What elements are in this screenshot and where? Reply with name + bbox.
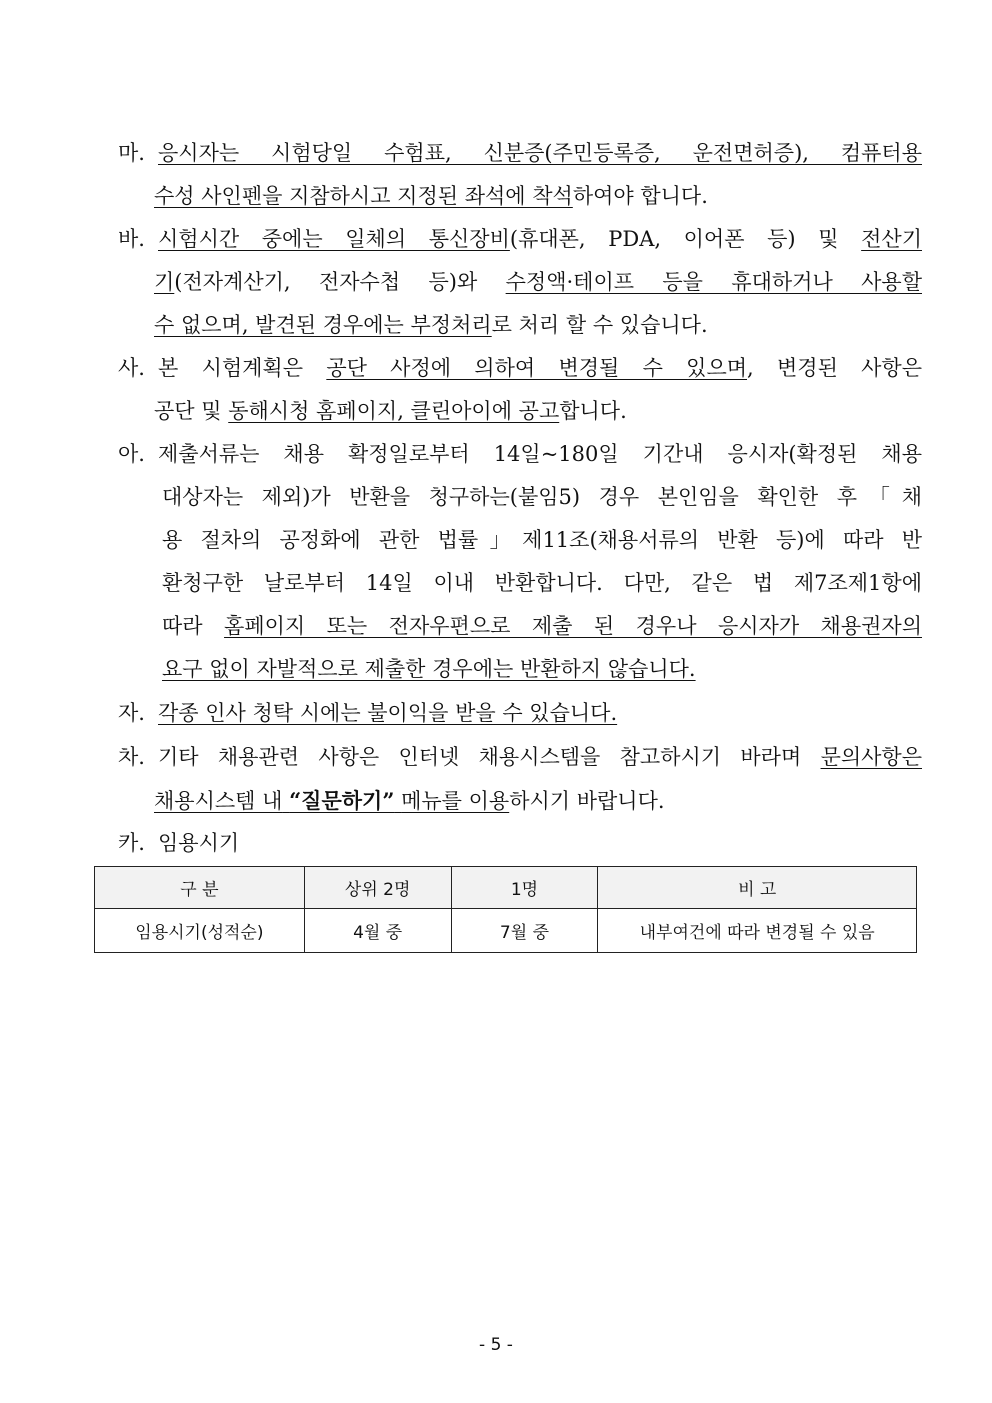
item-ma-text-1: 응시자는 시험당일 수험표, 신분증(주민등록증, 운전면허증), 컴퓨터용 (158, 141, 922, 165)
item-cha-line2 (118, 779, 922, 822)
item-cha-text-2c: 메뉴를 이용 (401, 789, 510, 813)
item-ba-text-1b: (휴대폰, PDA, 이어폰 등) 및 (509, 227, 839, 251)
item-cha-text-1a: 기타 채용관련 사항은 인터넷 채용시스템을 참고하시기 바라며 (158, 745, 802, 769)
table-header-row (95, 867, 917, 909)
page-number: - 5 - (479, 1335, 513, 1355)
table-cell: 7월 중 (451, 909, 598, 953)
table-cell: 임용시기(성적순) (95, 909, 305, 953)
table-header-cell: 구 분 (95, 867, 305, 909)
item-ba-text-3a: 수 없으며, 발견된 경우에는 부정처리 (154, 313, 492, 337)
item-ja-text-1: 각종 인사 청탁 시에는 불이익을 받을 수 있습니다. (158, 701, 618, 725)
item-sa-text-1b: 공단 사정에 의하여 변경될 수 있으며 (326, 356, 748, 380)
item-ja (118, 692, 922, 735)
item-ma-line1 (118, 132, 922, 175)
item-sa-text-2b: 동해시청 홈페이지, 클린아이에 공고 (228, 399, 560, 423)
item-cha-text-2b: “질문하기” (289, 788, 395, 813)
item-ba-line1 (118, 218, 922, 261)
item-a-line4: 환청구한 날로부터 14일 이내 반환합니다. 다만, 같은 법 제7조제1항에 (162, 571, 922, 595)
item-marker: 마. (118, 141, 145, 165)
table-cell: 내부여건에 따라 변경될 수 있음 (598, 909, 917, 953)
item-ba-text-2b: (전자계산기, 전자수첩 등)와 (174, 270, 478, 294)
item-cha-text-2a: 채용시스템 내 (154, 789, 283, 813)
item-ka-text-1: 임용시기 (158, 831, 240, 855)
item-marker: 카. (118, 831, 145, 855)
item-marker: 아. (118, 442, 145, 466)
item-sa-line2 (118, 390, 922, 433)
item-ba-line2 (118, 261, 922, 304)
item-ma-text-2b: 하여야 합니다. (572, 184, 708, 208)
item-a-line6 (118, 648, 922, 691)
table-header-cell: 상위 2명 (304, 867, 451, 909)
item-a-line3: 용 절차의 공정화에 관한 법률」제11조(채용서류의 반환 등)에 따라 반 (162, 528, 922, 552)
item-a-line1 (118, 433, 922, 476)
table-header-cell: 1명 (451, 867, 598, 909)
appointment-schedule-table (94, 866, 917, 953)
item-ba-text-1a: 시험시간 중에는 일체의 통신장비 (158, 227, 510, 251)
item-ba-text-2a: 기 (154, 270, 175, 294)
item-ma (118, 132, 922, 218)
item-a-line2: 대상자는 제외)가 반환을 청구하는(붙임5) 경우 본인임을 확인한 후「채 (162, 485, 922, 509)
item-sa-text-2a: 공단 및 (154, 399, 222, 423)
item-a-text-1: 제출서류는 채용 확정일로부터 14일~180일 기간내 응시자(확정된 채용 (158, 442, 922, 466)
table-cell: 4월 중 (304, 909, 451, 953)
item-cha (118, 736, 922, 822)
item-marker: 자. (118, 701, 145, 725)
item-ma-line2 (118, 175, 922, 218)
item-marker: 바. (118, 227, 145, 251)
item-ma-text-2a: 수성 사인펜을 지참하시고 지정된 좌석에 착석 (154, 184, 573, 208)
item-cha-text-2d: 하시기 바랍니다. (509, 789, 665, 813)
table-row (95, 909, 917, 953)
item-ka-line1 (118, 822, 922, 865)
item-ba-text-3b: 로 처리 할 수 있습니다. (491, 313, 708, 337)
item-ka (118, 822, 922, 865)
item-sa-text-2c: 합니다. (559, 399, 627, 423)
item-sa-text-1c: , 변경된 사항은 (747, 356, 922, 380)
item-ba (118, 218, 922, 347)
item-cha-line1 (118, 736, 922, 779)
item-cha-text-1b: 문의사항은 (820, 745, 922, 769)
item-a-line5 (118, 605, 922, 648)
item-ba-line3 (118, 304, 922, 347)
item-cha-text-2-underlined (154, 789, 509, 813)
item-a-text-5a: 따라 (162, 614, 203, 638)
table-header-cell: 비 고 (598, 867, 917, 909)
item-a-text-5b: 홈페이지 또는 전자우편으로 제출 된 경우나 응시자가 채용권자의 (224, 614, 922, 638)
item-sa (118, 347, 922, 433)
item-a-text-6: 요구 없이 자발적으로 제출한 경우에는 반환하지 않습니다. (162, 657, 696, 681)
item-ba-text-2c: 수정액·테이프 등을 휴대하거나 사용할 (505, 270, 922, 294)
item-marker: 차. (118, 745, 145, 769)
item-marker: 사. (118, 356, 145, 380)
item-sa-line1 (118, 347, 922, 390)
item-sa-text-1a: 본 시험계획은 (158, 356, 304, 380)
item-ja-line1 (118, 692, 922, 735)
item-a (118, 433, 922, 691)
item-ba-text-1c: 전산기 (861, 227, 922, 251)
